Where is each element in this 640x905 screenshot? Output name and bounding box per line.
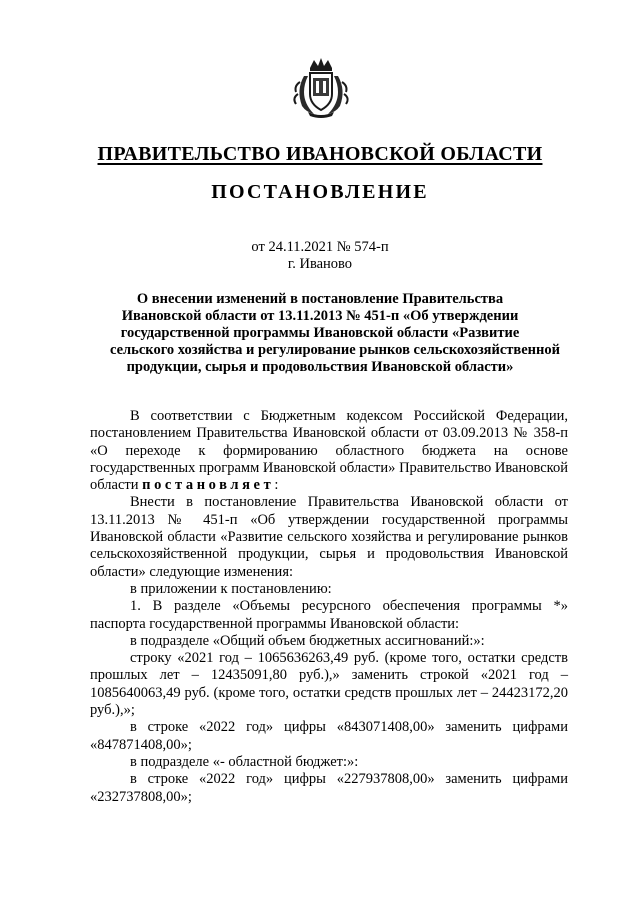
date-number: от 24.11.2021 № 574-п [251, 239, 389, 255]
paragraph-preamble [90, 408, 568, 494]
organization-title-text: ПРАВИТЕЛЬСТВО ИВАНОВСКОЙ ОБЛАСТИ [97, 143, 543, 165]
heading-line: продукции, сырья и продовольствия Ивановской области» [126, 359, 514, 375]
paragraph-amendments: Внести в постановление Правительства Ивановской области от 13.11.2013 № 451-п «Об утверждении государственной программы Ивановской области «Развитие сельского хозяйства и регулирование рынков сельскохозяйственной продукции, сырья и продовольствия Ивановской области» следующие изменения: [90, 494, 568, 580]
paragraph-2022-line: в строке «2022 год» цифры «843071408,00» заменить цифрами «847871408,00»; [90, 719, 568, 753]
preamble-colon: : [274, 477, 279, 494]
coat-of-arms-icon [292, 56, 350, 118]
organization-title [0, 143, 640, 166]
place: г. Иваново [287, 256, 353, 272]
paragraph-2021-line: строку «2021 год – 1065636263,49 руб. (кроме того, остатки средств прошлых лет – 12435091,80 руб.),» заменить строкой «2021 год – 1085640063,49 руб. (кроме того, остатки средств прошлых лет – 24423172,20 руб.),»; [90, 650, 568, 719]
heading-line: государственной программы Ивановской области «Развитие [120, 325, 520, 341]
paragraph-subsection-regional: в подразделе «- областной бюджет:»: [130, 753, 359, 770]
heading-line: О внесении изменений в постановление Правительства [136, 291, 504, 307]
heading-line: сельского хозяйства и регулирование рынков сельскохозяйственной [110, 342, 560, 358]
heading-line: Ивановской области от 13.11.2013 № 451-п «Об утверждении [121, 308, 519, 324]
paragraph-appendix: в приложении к постановлению: [130, 580, 332, 597]
document-type: ПОСТАНОВЛЕНИЕ [211, 181, 429, 203]
resolves-word: постановляет [142, 477, 275, 494]
preamble-text: В соответствии с Бюджетным кодексом Российской Федерации, постановлением Правительства Ивановской области от 03.09.2013 № 358-п «О переходе к формированию областного бюджета на основе государственных программ Ивановской области» Правительство Ивановской области [90, 408, 568, 494]
document-heading [110, 291, 560, 376]
document-body [90, 408, 568, 806]
paragraph-subsection-total: в подразделе «Общий объем бюджетных ассигнований:»: [130, 632, 485, 649]
paragraph-section-1: 1. В разделе «Объемы ресурсного обеспечения программы *» паспорта государственной программы Ивановской области: [90, 598, 568, 632]
paragraph-2022-regional-line: в строке «2022 год» цифры «227937808,00» заменить цифрами «232737808,00»; [90, 771, 568, 805]
